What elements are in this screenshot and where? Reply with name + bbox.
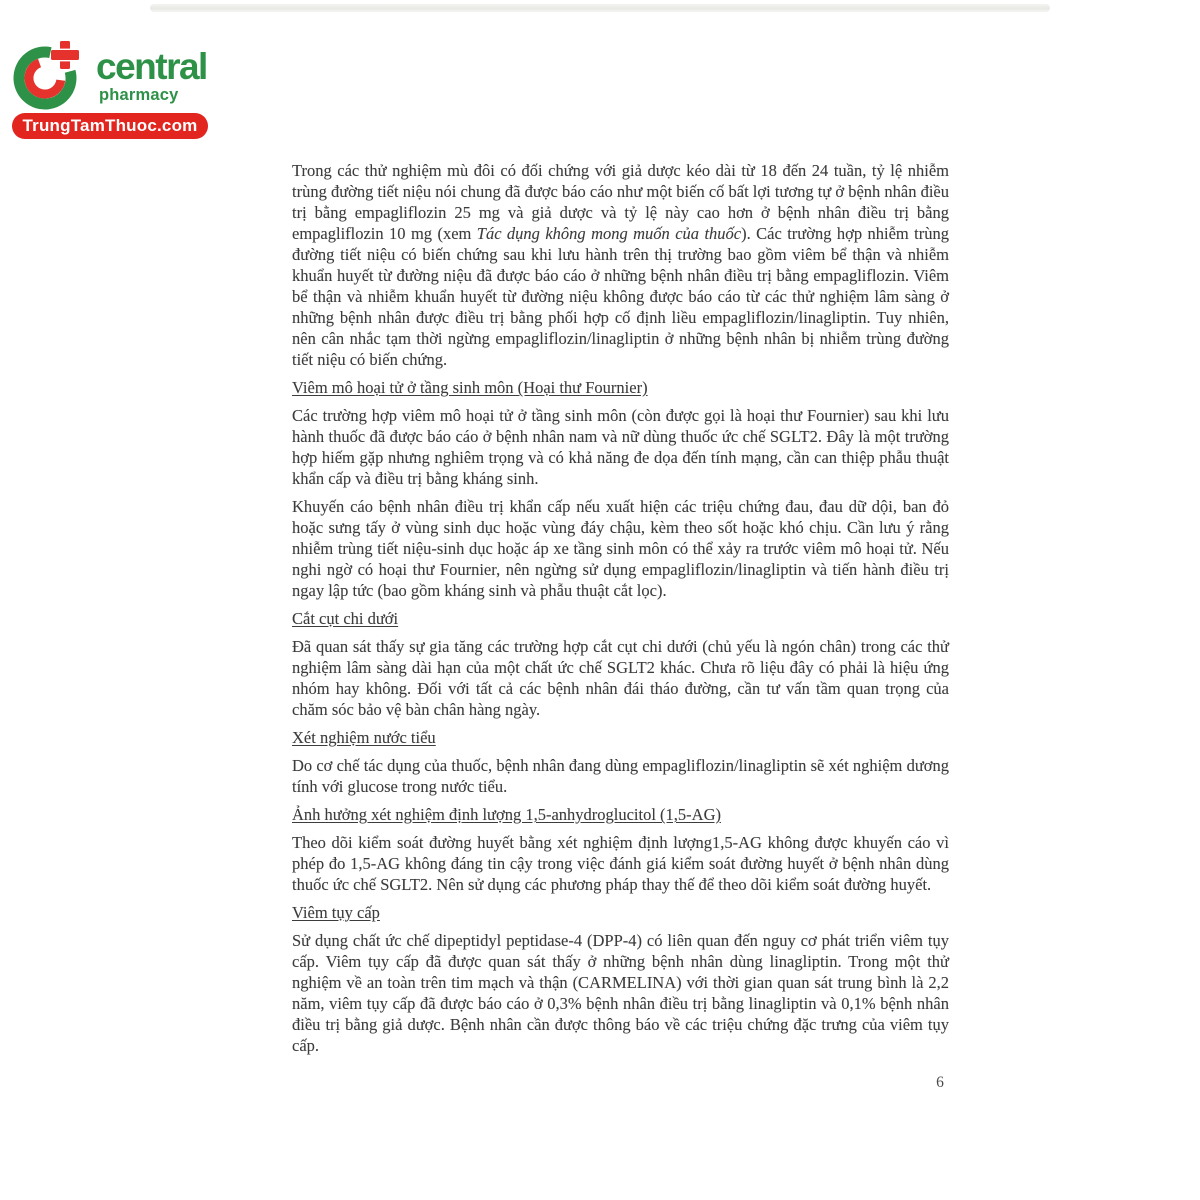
section-heading-fournier: Viêm mô hoại tử ở tầng sinh môn (Hoại thư Fournier) <box>292 378 648 397</box>
brand-subtitle: pharmacy <box>99 86 179 104</box>
section-paragraph: Khuyến cáo bệnh nhân điều trị khẩn cấp nếu xuất hiện các triệu chứng đau, đau dữ dội, ban đỏ hoặc sưng tấy ở vùng sinh dục hoặc vùng đáy chậu, kèm theo sốt hoặc khó chịu. Cần lưu ý rằng nhiễm trùng tiết niệu-sinh dục hoặc áp xe tầng sinh môn có thể xảy ra trước viêm mô hoại tử. Nếu nghi ngờ có hoại thư Fournier, nên ngừng sử dụng empagliflozin/linagliptin và tiến hành điều trị ngay lập tức (bao gồm kháng sinh và phẫu thuật cắt lọc). <box>292 497 949 600</box>
intro-text-after: ). Các trường hợp nhiễm trùng đường tiết niệu có biến chứng sau khi lưu hành trên thị trường bao gồm viêm bể thận và nhiễm khuẩn huyết từ đường niệu đã được báo cáo ở những bệnh nhân điều trị bằng empagliflozin. Viêm bể thận và nhiễm khuẩn huyết từ đường niệu không được báo cáo từ các thử nghiệm lâm sàng ở những bệnh nhân được điều trị bằng phối hợp cố định liều empagliflozin/linagliptin. Tuy nhiên, nên cân nhắc tạm thời ngừng empagliflozin/linagliptin ở những bệnh nhân bị nhiễm trùng đường tiết niệu có biến chứng. <box>292 224 949 369</box>
section-paragraph: Đã quan sát thấy sự gia tăng các trường hợp cắt cụt chi dưới (chủ yếu là ngón chân) trong các thử nghiệm lâm sàng dài hạn của một chất ức chế SGLT2 khác. Chưa rõ liệu đây có phải là hiệu ứng nhóm hay không. Đối với tất cả các bệnh nhân đái tháo đường, cần tư vấn tầm quan trọng của chăm sóc bảo vệ bàn chân hàng ngày. <box>292 637 949 719</box>
intro-text-before: Trong các thử nghiệm mù đôi có đối chứng với giả dược kéo dài từ 18 đến 24 tuần, tỷ lệ nhiễm trùng đường tiết niệu nói chung đã được báo cáo như một biến cố bất lợi tương tự ở bệnh nhân điều trị bằng empagliflozin 25 mg và giả dược và tỷ lệ này cao hơn ở bệnh nhân điều trị bằng empagliflozin 10 mg (xem <box>292 161 950 243</box>
scan-artifact-line <box>150 4 1050 12</box>
section-heading-urine-test: Xét nghiệm nước tiểu <box>292 728 436 747</box>
document-body <box>292 160 949 1063</box>
central-pharmacy-c-plus-icon <box>12 38 84 117</box>
section-heading-amputation: Cắt cụt chi dưới <box>292 609 399 628</box>
section-paragraph: Sử dụng chất ức chế dipeptidyl peptidase-4 (DPP-4) có liên quan đến nguy cơ phát triển viêm tụy cấp. Viêm tụy cấp đã được quan sát thấy ở những bệnh nhân dùng linagliptin. Trong một thử nghiệm về an toàn trên tim mạch và thận (CARMELINA) với thời gian quan sát trung bình là 2,2 năm, viêm tụy cấp đã được báo cáo ở 0,3% bệnh nhân điều trị bằng linagliptin và 0,1% bệnh nhân điều trị bằng giả dược. Bệnh nhân cần được thông báo về các triệu chứng đặc trưng của viêm tụy cấp. <box>292 931 949 1055</box>
section-paragraph: Các trường hợp viêm mô hoại tử ở tầng sinh môn (còn được gọi là hoại thư Fournier) sau khi lưu hành thuốc đã được báo cáo ở bệnh nhân nam và nữ dùng thuốc ức chế SGLT2. Đây là một trường hợp hiếm gặp nhưng nghiêm trọng và có khả năng đe dọa đến tính mạng, cần can thiệp phẫu thuật khẩn cấp và điều trị bằng kháng sinh. <box>292 406 949 488</box>
section-paragraph: Theo dõi kiểm soát đường huyết bằng xét nghiệm định lượng1,5-AG không được khuyến cáo vì phép đo 1,5-AG không đáng tin cậy trong việc đánh giá kiểm soát đường huyết ở bệnh nhân dùng thuốc ức chế SGLT2. Nên sử dụng các phương pháp thay thế để theo dõi kiểm soát đường huyết. <box>292 833 949 894</box>
intro-text-italic: Tác dụng không mong muốn của thuốc <box>476 224 742 243</box>
intro-paragraph <box>292 160 949 370</box>
section-heading-15ag: Ảnh hưởng xét nghiệm định lượng 1,5-anhydroglucitol (1,5-AG) <box>292 805 721 824</box>
website-badge: TrungTamThuoc.com <box>12 113 208 139</box>
page-number: 6 <box>936 1074 944 1091</box>
brand-name: central <box>96 46 207 87</box>
section-heading-pancreatitis: Viêm tụy cấp <box>292 903 380 922</box>
pharmacy-logo <box>12 36 222 142</box>
section-paragraph: Do cơ chế tác dụng của thuốc, bệnh nhân đang dùng empagliflozin/linagliptin sẽ xét nghiệm dương tính với glucose trong nước tiểu. <box>292 756 949 796</box>
